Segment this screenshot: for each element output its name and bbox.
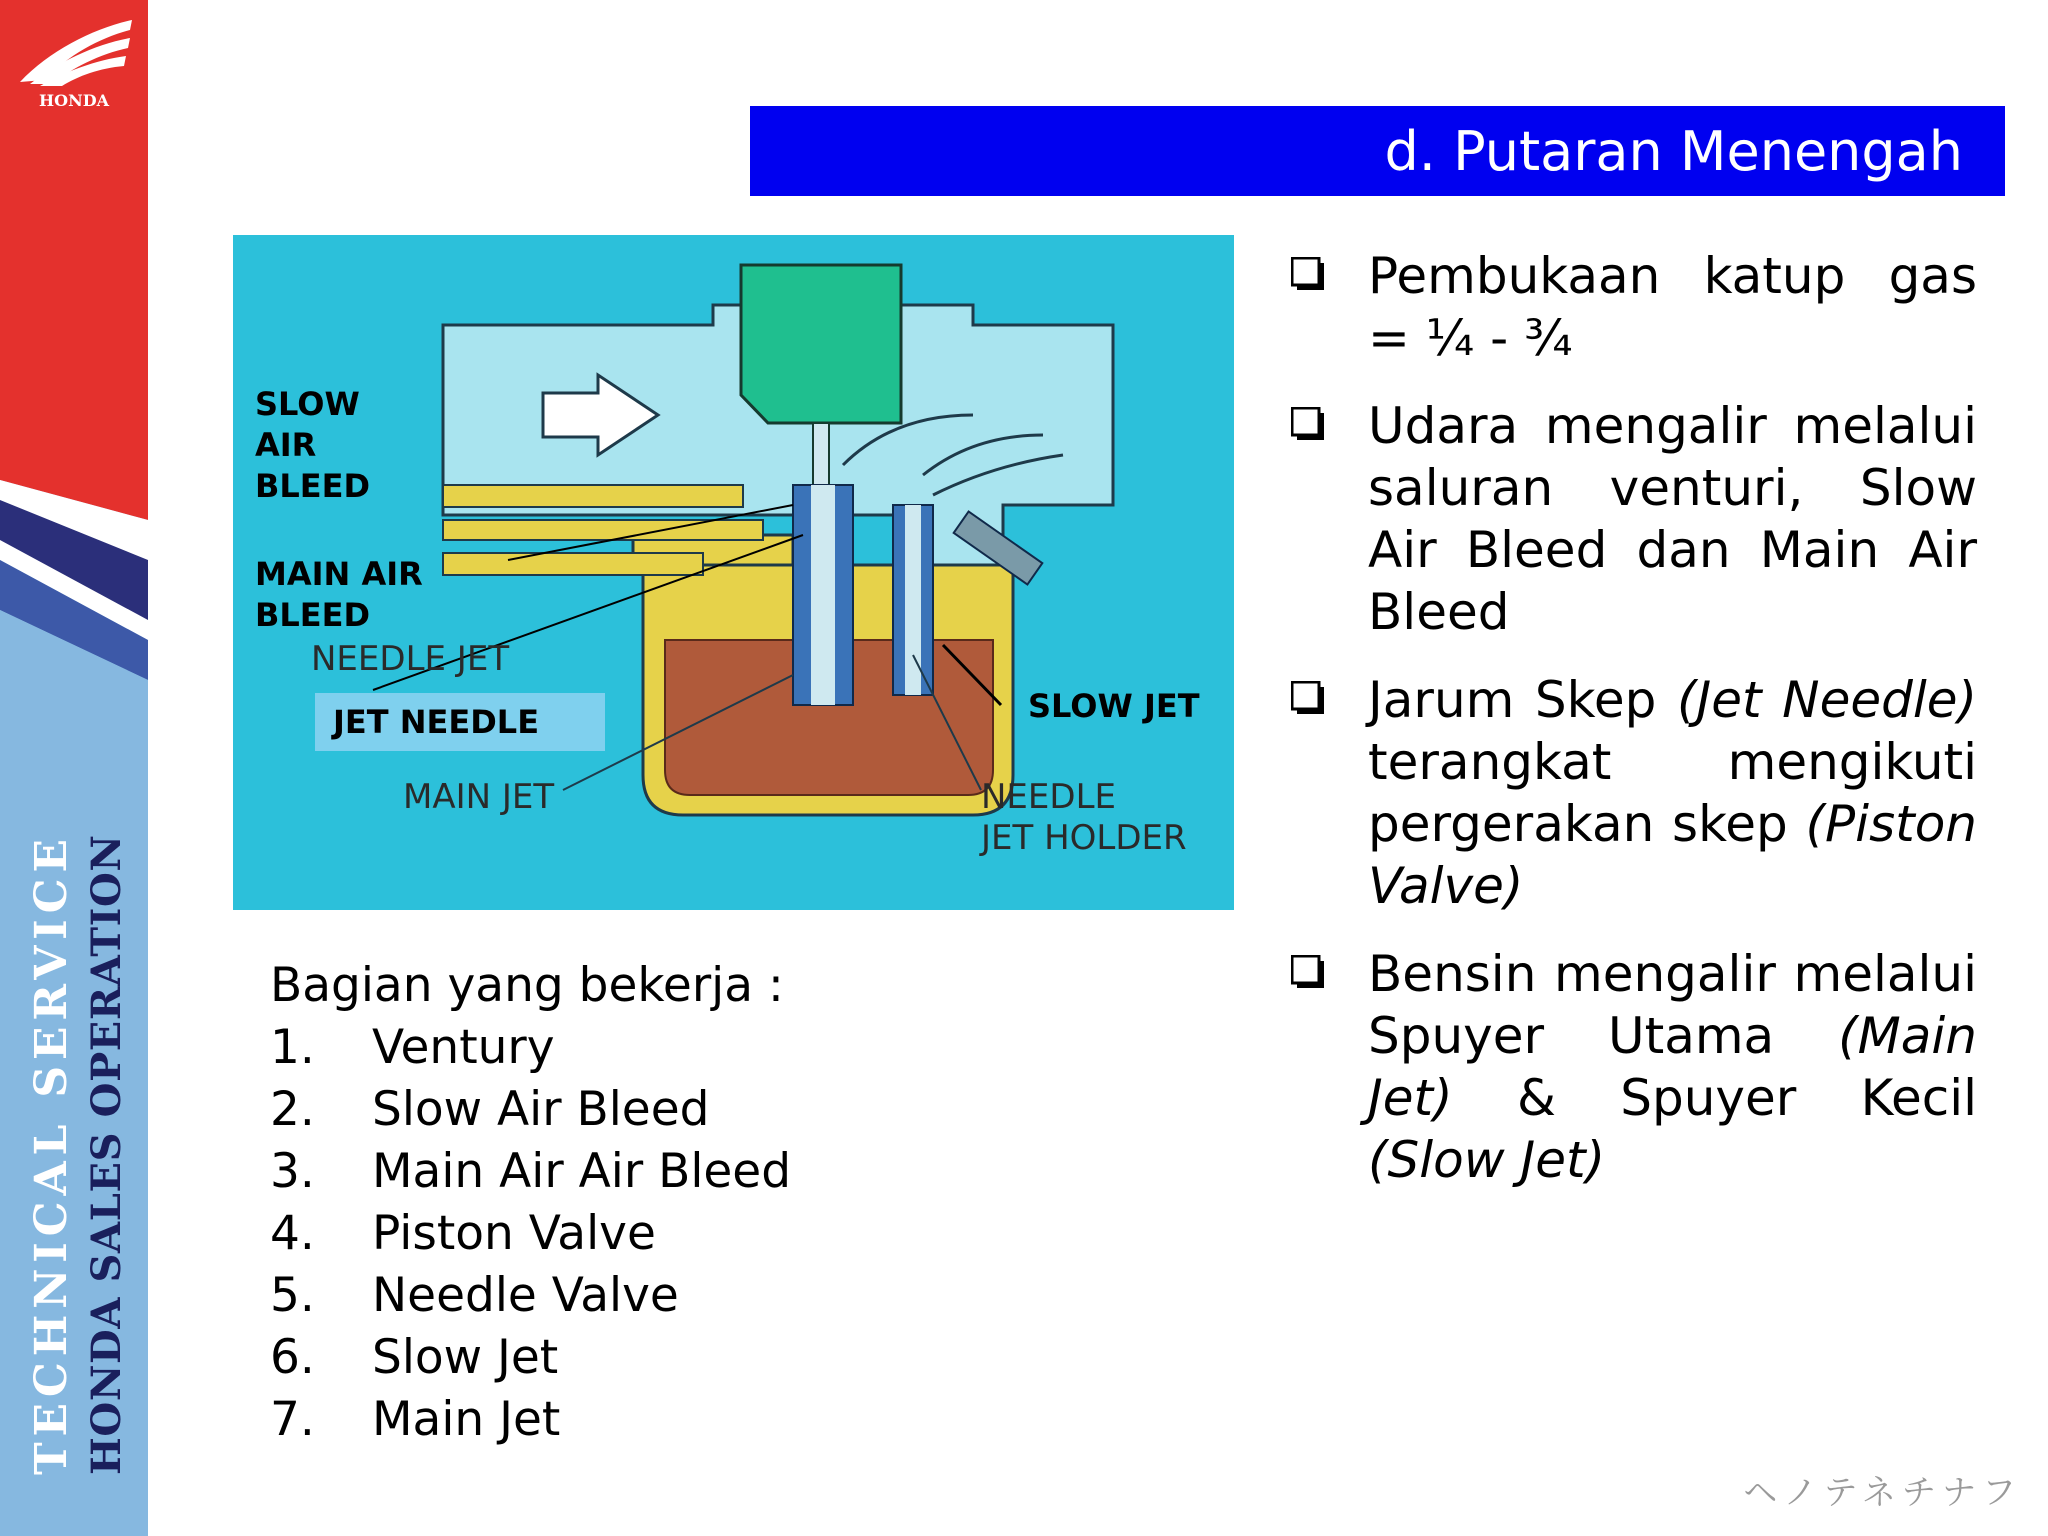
- bullet-throttle-opening: Pembukaan katup gas = ¼ - ¾: [1285, 245, 1977, 369]
- label-needle-jet-holder-2: JET HOLDER: [981, 818, 1187, 858]
- list-item: 6. Slow Jet: [270, 1330, 559, 1385]
- brand-sidebar: [0, 0, 148, 1536]
- bullet-jet-needle: Jarum Skep (Jet Needle) terangkat mengikuti pergerakan skep (Piston Valve): [1285, 669, 1977, 917]
- label-main-air-bleed-1: MAIN AIR: [255, 555, 423, 593]
- label-slow-air-bleed-3: BLEED: [255, 467, 371, 505]
- explanation-bullets: [1285, 245, 1977, 1217]
- label-slow-air-bleed-2: AIR: [255, 426, 317, 464]
- sidebar-text-sales-operation: HONDA SALES OPERATION: [83, 835, 130, 1475]
- list-item: 5. Needle Valve: [270, 1268, 679, 1323]
- label-jet-needle: JET NEEDLE: [333, 703, 540, 741]
- title-bar: [750, 106, 2005, 196]
- honda-wing-logo: [0, 10, 148, 120]
- sidebar-text-technical-service: TECHNICAL SERVICE: [26, 835, 77, 1475]
- working-parts-list: [270, 955, 791, 1451]
- footer-logo: ヘノテネチナフ: [1743, 1473, 2022, 1513]
- parts-heading: Bagian yang bekerja :: [270, 958, 784, 1013]
- bullet-air-flow: Udara mengalir melalui saluran venturi, Slow Air Bleed dan Main Air Bleed: [1285, 395, 1977, 643]
- label-needle-jet-holder-1: NEEDLE: [981, 777, 1117, 817]
- checkbox-bullet-icon: [1291, 407, 1325, 441]
- honda-logo-text: HONDA: [39, 91, 109, 110]
- list-item: 4. Piston Valve: [270, 1206, 656, 1261]
- list-item: 3. Main Air Air Bleed: [270, 1144, 792, 1199]
- checkbox-bullet-icon: [1291, 257, 1325, 291]
- checkbox-bullet-icon: [1291, 955, 1325, 989]
- list-item: 2. Slow Air Bleed: [270, 1082, 710, 1137]
- checkbox-bullet-icon: [1291, 681, 1325, 715]
- label-main-jet: MAIN JET: [403, 777, 555, 817]
- label-slow-jet: SLOW JET: [1028, 687, 1200, 725]
- bullet-fuel-flow: Bensin mengalir melalui Spuyer Utama (Main Jet) & Spuyer Kecil (Slow Jet): [1285, 943, 1977, 1191]
- page-title: d. Putaran Menengah: [1384, 120, 1963, 183]
- label-main-air-bleed-2: BLEED: [255, 596, 371, 634]
- carburetor-diagram: [233, 235, 1234, 910]
- label-slow-air-bleed-1: SLOW: [255, 385, 360, 423]
- list-item: 1. Ventury: [270, 1020, 555, 1075]
- label-needle-jet: NEEDLE JET: [311, 639, 510, 679]
- sidebar-vertical-text: [18, 830, 138, 1480]
- list-item: 7. Main Jet: [270, 1392, 561, 1447]
